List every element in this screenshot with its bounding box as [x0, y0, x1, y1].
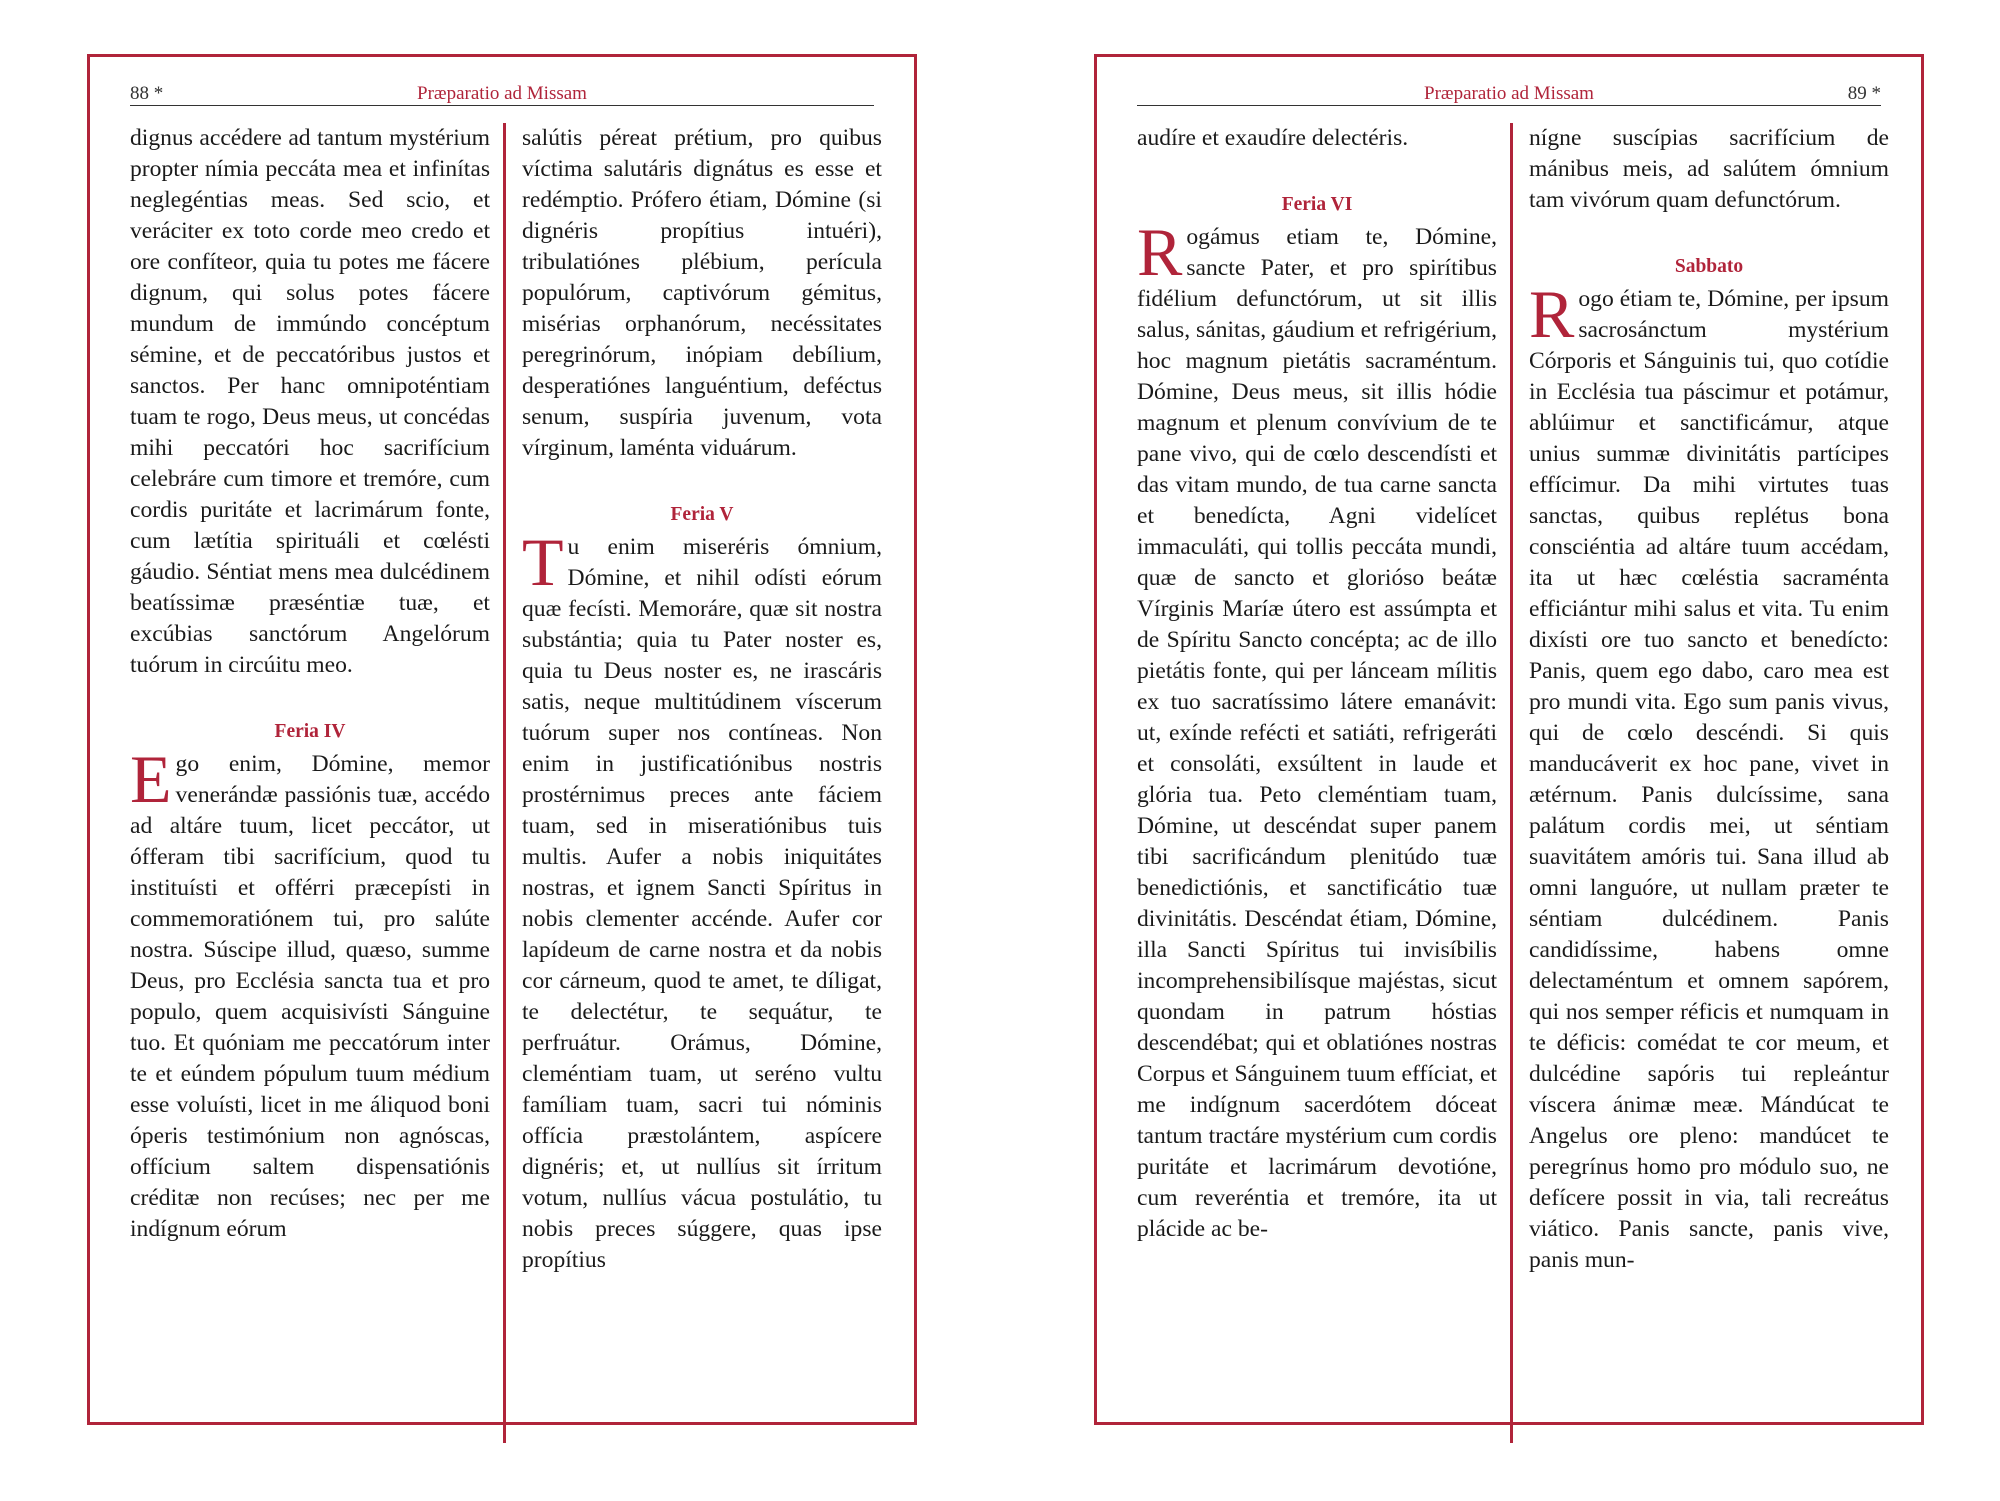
drop-cap: T — [522, 524, 564, 600]
body-paragraph: audíre et exaudíre delectéris. — [1137, 125, 1409, 151]
body-paragraph: dignus accédere ad tantum mystérium propter nímia peccáta mea et infinítas neglegéntias meas. Sed scio, et veráciter ex toto corde meo credo et ore confíteor, quia tu potes me fácere dignum, qui solus potes fácere mundum de immúndo concéptum sémine, et de peccatóribus justos et sanctos. Per hanc omnipoténtiam tuam te rogo, Deus meus, ut concédas mihi peccatóri hoc sacrifícium celebráre cum timore et tremóre, cum cordis puritáte et lacrimárum fonte, cum lætítia spirituáli et cœlésti gáudio. Séntiat mens mea dulcédinem beatíssimæ præséntiæ tuæ, et excúbias sanctórum Angelórum tuórum in circúitu meo. — [130, 125, 490, 678]
page-header — [130, 71, 874, 106]
column-left — [130, 123, 490, 1453]
drop-cap: E — [130, 741, 172, 817]
page-header — [1137, 71, 1881, 106]
body-paragraph-feria-vi — [1137, 214, 1497, 1245]
page-number: 88 * — [130, 83, 164, 104]
column-right — [1529, 123, 1889, 1453]
left-page — [87, 54, 917, 1425]
running-head: Præparatio ad Missam — [417, 83, 587, 104]
column-right — [522, 123, 882, 1453]
drop-cap: R — [1137, 214, 1183, 290]
section-heading-sabbato: Sabbato — [1674, 256, 1744, 277]
paragraph-text: ogámus etiam te, Dómine, sancte Pater, et pro spirítibus fidélium defunctórum, ut sit illis salus, sánitas, gáudium et refrigérium, hoc magnum pietátis sacraméntum. Dómine, Deus meus, sit illis hódie magnum et plenum convívium de te pane vivo, qui de cœlo descendísti et das vitam mundo, de tua carne sancta et benedícta, Agni videlícet immaculáti, qui tollis peccáta mundi, quæ de sancto et glorióso beátæ Vírginis Maríæ útero est assúmpta et de Spíritu Sancto concépta; ac de illo pietátis fonte, qui per lánceam mílitis ex tuo sacratíssimo látere emanávit: ut, exínde refécti et satiáti, refrigeráti et consoláti, exsúltent in laude et glória tua. Peto cleméntiam tuam, Dómine, ut descéndat super panem tibi sacrificándum plenitúdo tuæ benedictiónis, et sanctificátio tuæ divinitátis. Descéndat étiam, Dómine, illa Sancti Spíritus tui invisíbilis incomprehensibilísque majéstas, sicut quondam in patrum hóstias descendébat; qui et oblatiónes nostras Corpus et Sánguinem tuum effíciat, et me indígnum sacerdótem dóceat tantum tractáre mystérium cum cordis puritáte et lacrimárum devotióne, cum reveréntia et tremóre, ita ut plácide ac be- — [1137, 224, 1497, 1242]
paragraph-text: go enim, Dómine, memor venerándæ passiónis tuæ, accédo ad altáre tuum, licet peccátor, ut ófferam tibi sacrifícium, quod tu instituísti et offérri præcepísti in commemoratiónem tui, pro salúte nostra. Súscipe illud, quæso, summe Deus, pro Ecclésia sancta tua et pro populo, quem acquisivísti Sánguine tuo. Et quóniam me peccatórum inter te et eúndem pópulum tuum médium esse voluísti, licet in me áliquod boni óperis testimónium non agnóscas, offícium saltem dispensatiónis créditæ non recúses; nec per me indígnum eórum — [130, 751, 490, 1242]
section-heading-feria-vi: Feria VI — [1281, 194, 1353, 215]
column-divider — [1510, 123, 1513, 1443]
body-paragraph: salútis péreat prétium, pro quibus víctima salutáris dignátus es esse et redémptio. Prófero étiam, Dómine (si dignéris propítius intuéri), tribulatiónes plébium, perícula populórum, captivórum gémitus, misérias orphanórum, necéssitates peregrinórum, inópiam debílium, desperatiónes languéntium, deféctus senum, suspíria juvenum, vota vírginum, laménta viduárum. — [522, 125, 882, 461]
page-number: 89 * — [1847, 83, 1881, 104]
body-paragraph-feria-iv — [130, 741, 490, 1245]
column-left — [1137, 123, 1497, 1453]
running-head: Præparatio ad Missam — [1424, 83, 1594, 104]
section-heading-feria-v: Feria V — [670, 504, 734, 525]
right-page — [1094, 54, 1924, 1425]
section-heading-feria-iv: Feria IV — [274, 721, 346, 742]
drop-cap: R — [1529, 276, 1575, 352]
column-divider — [503, 123, 506, 1443]
body-paragraph-feria-v — [522, 524, 882, 1276]
body-paragraph-sabbato — [1529, 276, 1889, 1276]
paragraph-text: u enim miseréris ómnium, Dómine, et nihil odísti eórum quæ fecísti. Memoráre, quæ sit nostra substántia; quia tu Pater noster es, quia tu Deus noster es, ne irascáris satis, neque multitúdinem víscerum tuórum super nos contíneas. Non enim in justificatiónibus nostris prostérnimus preces ante fáciem tuam, sed in miseratiónibus tuis multis. Aufer a nobis iniquitátes nostras, et ignem Sancti Spíritus in nobis clementer accénde. Aufer cor lapídeum de carne nostra et da nobis cor cárneum, quod te amet, te díligat, te delectétur, te sequátur, te perfruátur. Orámus, Dómine, cleméntiam tuam, ut seréno vultu famíliam tuam, sacri tui nóminis offícia præstolántem, aspícere dignéris; et, ut nullíus sit írritum votum, nullíus vácua postulátio, tu nobis preces súggere, quas ipse propítius — [522, 534, 882, 1273]
body-paragraph: nígne suscípias sacrifícium de mánibus meis, ad salútem ómnium tam vivórum quam defunctórum. — [1529, 125, 1889, 213]
paragraph-text: ogo étiam te, Dómine, per ipsum sacrosánctum mystérium Córporis et Sánguinis tui, quo cotídie in Ecclésia tua páscimur et potámur, ablúimur et sanctificámur, atque unius summæ divinitátis partícipes effícimur. Da mihi virtutes tuas sanctas, quibus replétus bona consciéntia ad altáre tuum accédam, ita ut hæc cœléstia sacraménta efficiántur mihi salus et vita. Tu enim dixísti ore tuo sancto et benedícto: Panis, quem ego dabo, caro mea est pro mundi vita. Ego sum panis vivus, qui de cœlo descéndi. Si quis manducáverit ex hoc pane, vivet in ætérnum. Panis dulcíssime, sana palátum cordis mei, ut séntiam suavitátem amóris tui. Sana illud ab omni languóre, ut nullam præter te séntiam dulcédinem. Panis candidíssime, habens omne delectaméntum et omnem sapórem, qui nos semper réficis et numquam in te déficis: comédat te cor meum, et dulcédine sapóris tui repleántur víscera ánimæ meæ. Mándúcat te Angelus ore pleno: mandúcet te peregrínus homo pro módulo suo, ne defícere possit in via, tali recreátus viático. Panis sancte, panis vive, panis mun- — [1529, 286, 1889, 1273]
